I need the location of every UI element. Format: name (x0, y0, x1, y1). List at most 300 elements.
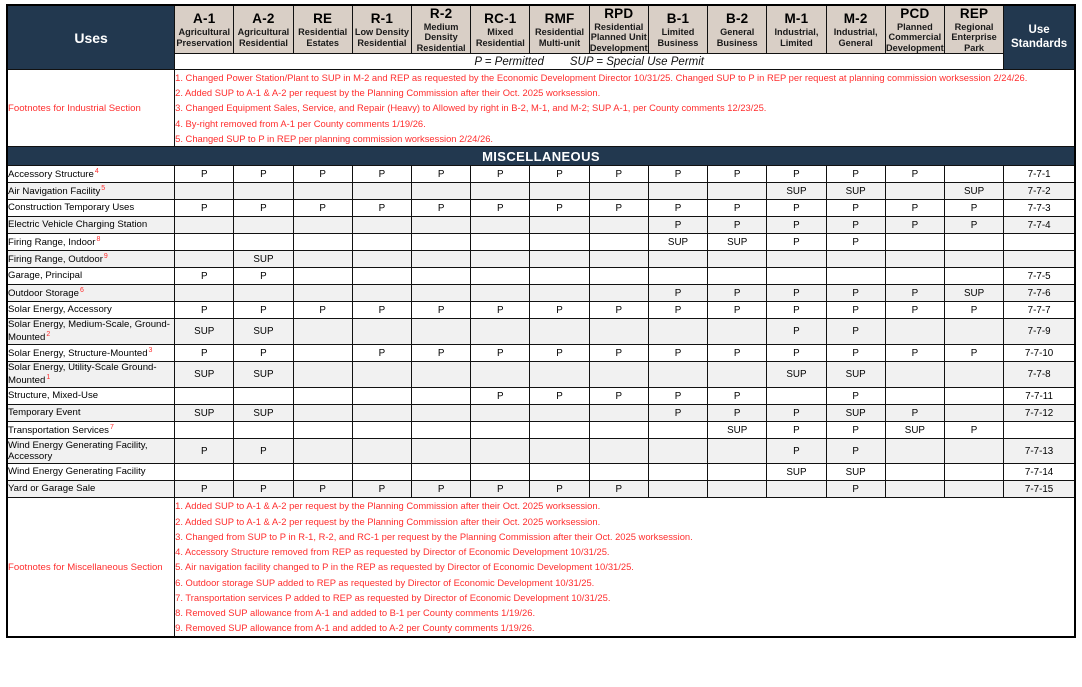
permission-cell-a-1[interactable]: SUP (175, 405, 234, 422)
permission-cell-r-2[interactable] (412, 439, 471, 464)
permission-cell-b-1[interactable]: P (648, 217, 707, 234)
permission-cell-rmf[interactable] (530, 251, 589, 268)
permission-cell-m-2[interactable]: P (826, 319, 885, 345)
permission-cell-m-2[interactable]: P (826, 200, 885, 217)
permission-cell-rpd[interactable] (589, 217, 648, 234)
permission-cell-b-1[interactable]: P (648, 200, 707, 217)
permission-cell-rmf[interactable]: P (530, 481, 589, 498)
permission-cell-re[interactable] (293, 319, 352, 345)
permission-cell-b-1[interactable] (648, 183, 707, 200)
permission-cell-rep[interactable]: SUP (944, 285, 1003, 302)
permission-cell-r-1[interactable] (352, 285, 411, 302)
permission-cell-r-1[interactable] (352, 319, 411, 345)
permission-cell-rmf[interactable] (530, 405, 589, 422)
permission-cell-m-1[interactable]: P (767, 439, 826, 464)
permission-cell-rpd[interactable]: P (589, 388, 648, 405)
permission-cell-pcd[interactable] (885, 439, 944, 464)
permission-cell-b-1[interactable] (648, 362, 707, 388)
permission-cell-a-1[interactable] (175, 285, 234, 302)
permission-cell-r-1[interactable] (352, 422, 411, 439)
permission-cell-r-1[interactable]: P (352, 166, 411, 183)
permission-cell-rpd[interactable] (589, 439, 648, 464)
permission-cell-rmf[interactable] (530, 217, 589, 234)
permission-cell-re[interactable]: P (293, 166, 352, 183)
table-row[interactable] (7, 405, 1075, 422)
permission-cell-b-1[interactable] (648, 251, 707, 268)
permission-cell-m-1[interactable]: P (767, 422, 826, 439)
permission-cell-rep[interactable] (944, 405, 1003, 422)
permission-cell-b-2[interactable]: P (708, 200, 767, 217)
permission-cell-rc-1[interactable] (471, 217, 530, 234)
permission-cell-rpd[interactable] (589, 405, 648, 422)
permission-cell-a-1[interactable]: P (175, 302, 234, 319)
permission-cell-m-1[interactable] (767, 481, 826, 498)
permission-cell-rmf[interactable]: P (530, 200, 589, 217)
use-label: Structure, Mixed-Use (8, 390, 99, 402)
permission-cell-m-1[interactable]: P (767, 200, 826, 217)
permission-cell-rmf[interactable] (530, 268, 589, 285)
permission-cell-m-2[interactable]: P (826, 217, 885, 234)
permission-cell-a-2[interactable]: P (234, 345, 293, 362)
use-label: Solar Energy, Utility-Scale Ground-Mounted (8, 362, 157, 387)
permission-cell-r-2[interactable] (412, 183, 471, 200)
permission-cell-a-1[interactable] (175, 183, 234, 200)
permission-cell-m-1[interactable]: SUP (767, 183, 826, 200)
permission-cell-b-1[interactable]: P (648, 405, 707, 422)
permission-cell-rpd[interactable] (589, 422, 648, 439)
permission-cell-a-2[interactable]: SUP (234, 251, 293, 268)
zone-description: Agricultural Residential (237, 27, 290, 48)
permission-cell-re[interactable] (293, 234, 352, 251)
permission-cell-rc-1[interactable] (471, 422, 530, 439)
permission-cell-rep[interactable]: P (944, 217, 1003, 234)
permission-cell-r-2[interactable] (412, 422, 471, 439)
table-row[interactable] (7, 234, 1075, 251)
permission-cell-rpd[interactable]: P (589, 345, 648, 362)
permission-cell-pcd[interactable]: P (885, 285, 944, 302)
table-row[interactable] (7, 183, 1075, 200)
permission-cell-a-2[interactable]: SUP (234, 362, 293, 388)
permission-cell-r-1[interactable]: P (352, 481, 411, 498)
permission-cell-m-1[interactable]: P (767, 405, 826, 422)
permission-cell-m-2[interactable]: P (826, 166, 885, 183)
permission-cell-pcd[interactable]: P (885, 166, 944, 183)
permission-cell-b-1[interactable]: P (648, 388, 707, 405)
permission-cell-re[interactable] (293, 362, 352, 388)
permission-cell-m-1[interactable]: P (767, 345, 826, 362)
use-label: Solar Energy, Accessory (8, 304, 112, 316)
permission-cell-r-2[interactable] (412, 251, 471, 268)
permission-cell-b-2[interactable] (708, 464, 767, 481)
permission-cell-m-1[interactable]: P (767, 217, 826, 234)
table-row[interactable] (7, 217, 1075, 234)
permission-cell-b-2[interactable]: P (708, 388, 767, 405)
permission-cell-m-2[interactable] (826, 268, 885, 285)
permission-cell-pcd[interactable]: P (885, 345, 944, 362)
table-row[interactable] (7, 302, 1075, 319)
permission-cell-rc-1[interactable] (471, 439, 530, 464)
permission-cell-b-1[interactable] (648, 439, 707, 464)
permission-cell-m-1[interactable]: P (767, 234, 826, 251)
permission-cell-b-2[interactable] (708, 268, 767, 285)
permission-cell-r-1[interactable] (352, 183, 411, 200)
permission-cell-m-1[interactable]: P (767, 166, 826, 183)
permission-cell-rc-1[interactable] (471, 234, 530, 251)
permission-cell-m-1[interactable]: P (767, 319, 826, 345)
permission-cell-b-1[interactable] (648, 268, 707, 285)
permission-cell-pcd[interactable] (885, 234, 944, 251)
permission-cell-rep[interactable] (944, 251, 1003, 268)
table-row[interactable] (7, 464, 1075, 481)
permission-cell-pcd[interactable]: P (885, 405, 944, 422)
permission-cell-pcd[interactable] (885, 362, 944, 388)
permission-cell-r-2[interactable] (412, 285, 471, 302)
permission-cell-m-2[interactable]: P (826, 388, 885, 405)
permission-cell-rep[interactable]: P (944, 302, 1003, 319)
permission-cell-r-2[interactable]: P (412, 481, 471, 498)
permission-cell-b-2[interactable]: P (708, 166, 767, 183)
permission-cell-a-1[interactable]: P (175, 481, 234, 498)
permission-cell-r-2[interactable] (412, 464, 471, 481)
permission-cell-re[interactable] (293, 388, 352, 405)
permission-cell-r-2[interactable] (412, 217, 471, 234)
permission-cell-rc-1[interactable]: P (471, 481, 530, 498)
zone-description: Residential Multi-unit (535, 27, 585, 48)
permission-cell-b-1[interactable]: P (648, 285, 707, 302)
permission-cell-pcd[interactable]: P (885, 200, 944, 217)
permission-cell-r-2[interactable]: P (412, 345, 471, 362)
permission-cell-pcd[interactable] (885, 388, 944, 405)
permission-cell-a-1[interactable] (175, 388, 234, 405)
permission-cell-rpd[interactable] (589, 362, 648, 388)
permission-cell-m-2[interactable]: SUP (826, 362, 885, 388)
permission-cell-rmf[interactable]: P (530, 166, 589, 183)
permission-cell-a-2[interactable] (234, 183, 293, 200)
permission-cell-rpd[interactable] (589, 268, 648, 285)
permission-cell-re[interactable] (293, 439, 352, 464)
permission-cell-b-2[interactable] (708, 481, 767, 498)
industrial-footnotes-label: Footnotes for Industrial Section (7, 70, 175, 147)
permission-cell-pcd[interactable] (885, 268, 944, 285)
permission-cell-m-2[interactable]: P (826, 422, 885, 439)
permission-cell-rc-1[interactable] (471, 405, 530, 422)
permission-cell-rpd[interactable]: P (589, 166, 648, 183)
permission-cell-r-1[interactable] (352, 234, 411, 251)
permission-cell-b-1[interactable]: P (648, 302, 707, 319)
permission-cell-rep[interactable] (944, 268, 1003, 285)
permission-cell-re[interactable] (293, 405, 352, 422)
permission-cell-a-2[interactable]: SUP (234, 319, 293, 345)
permission-cell-a-1[interactable] (175, 217, 234, 234)
permission-cell-a-1[interactable] (175, 251, 234, 268)
table-row[interactable] (7, 319, 1075, 345)
use-name-cell (7, 217, 175, 234)
miscellaneous-footnotes-line: 8. Removed SUP allowance from A-1 and added to B-1 per County comments 1/19/26. (175, 607, 536, 619)
permission-cell-m-2[interactable]: P (826, 345, 885, 362)
permission-cell-rc-1[interactable] (471, 362, 530, 388)
permission-cell-m-2[interactable] (826, 251, 885, 268)
table-row[interactable] (7, 251, 1075, 268)
permission-cell-rmf[interactable] (530, 362, 589, 388)
permission-cell-r-1[interactable]: P (352, 345, 411, 362)
permission-cell-r-1[interactable] (352, 251, 411, 268)
permission-cell-rpd[interactable]: P (589, 302, 648, 319)
permission-cell-rmf[interactable]: P (530, 302, 589, 319)
table-row[interactable] (7, 285, 1075, 302)
permission-cell-a-1[interactable] (175, 422, 234, 439)
permission-cell-rep[interactable]: P (944, 345, 1003, 362)
permission-cell-a-2[interactable] (234, 422, 293, 439)
permission-cell-a-1[interactable]: P (175, 200, 234, 217)
column-header-r-2 (412, 5, 471, 54)
permission-cell-a-2[interactable]: SUP (234, 405, 293, 422)
permission-cell-re[interactable] (293, 422, 352, 439)
permission-cell-rc-1[interactable]: P (471, 200, 530, 217)
permission-cell-r-2[interactable] (412, 268, 471, 285)
permission-cell-r-1[interactable] (352, 405, 411, 422)
footnote-marker: 4 (94, 167, 99, 175)
permission-cell-rpd[interactable] (589, 464, 648, 481)
table-row[interactable] (7, 439, 1075, 464)
permission-cell-a-2[interactable]: P (234, 302, 293, 319)
permission-cell-rc-1[interactable]: P (471, 302, 530, 319)
permission-cell-rpd[interactable] (589, 183, 648, 200)
permission-cell-m-2[interactable]: SUP (826, 405, 885, 422)
permission-cell-a-2[interactable]: P (234, 439, 293, 464)
permission-cell-b-1[interactable] (648, 319, 707, 345)
use-name-cell (7, 234, 175, 251)
use-name-cell (7, 345, 175, 362)
permission-cell-pcd[interactable]: P (885, 217, 944, 234)
permission-cell-m-2[interactable]: P (826, 234, 885, 251)
permission-cell-a-1[interactable]: SUP (175, 362, 234, 388)
permission-cell-rc-1[interactable] (471, 183, 530, 200)
permission-cell-re[interactable] (293, 217, 352, 234)
permission-cell-a-1[interactable] (175, 464, 234, 481)
table-row[interactable] (7, 422, 1075, 439)
permission-cell-r-2[interactable] (412, 234, 471, 251)
permission-cell-rep[interactable]: SUP (944, 183, 1003, 200)
permission-cell-rc-1[interactable]: P (471, 345, 530, 362)
permission-cell-a-1[interactable]: SUP (175, 319, 234, 345)
permission-cell-rpd[interactable]: P (589, 200, 648, 217)
use-standard-cell: 7-7-13 (1004, 439, 1075, 464)
permission-cell-r-2[interactable] (412, 319, 471, 345)
permission-cell-r-2[interactable]: P (412, 302, 471, 319)
permission-cell-rep[interactable]: P (944, 200, 1003, 217)
permission-cell-b-2[interactable] (708, 319, 767, 345)
permission-cell-rep[interactable] (944, 439, 1003, 464)
permission-cell-m-2[interactable]: P (826, 285, 885, 302)
permission-cell-re[interactable]: P (293, 200, 352, 217)
permission-cell-m-1[interactable]: P (767, 285, 826, 302)
permission-cell-rpd[interactable] (589, 234, 648, 251)
permission-cell-rep[interactable] (944, 464, 1003, 481)
use-label: Electric Vehicle Charging Station (8, 219, 148, 231)
table-row[interactable] (7, 362, 1075, 388)
permission-cell-a-1[interactable]: P (175, 166, 234, 183)
permission-cell-r-2[interactable] (412, 405, 471, 422)
use-label: Garage, Principal (8, 270, 83, 282)
permission-cell-rc-1[interactable] (471, 285, 530, 302)
permission-cell-a-2[interactable]: P (234, 166, 293, 183)
permission-cell-rmf[interactable] (530, 464, 589, 481)
permission-cell-b-2[interactable] (708, 362, 767, 388)
permission-cell-m-1[interactable] (767, 251, 826, 268)
permission-cell-r-1[interactable] (352, 464, 411, 481)
permission-cell-pcd[interactable]: SUP (885, 422, 944, 439)
permission-cell-a-2[interactable] (234, 464, 293, 481)
permission-cell-r-1[interactable] (352, 388, 411, 405)
permission-cell-re[interactable] (293, 464, 352, 481)
permission-cell-m-2[interactable]: P (826, 481, 885, 498)
permission-cell-rpd[interactable] (589, 319, 648, 345)
permission-cell-b-2[interactable]: SUP (708, 422, 767, 439)
table-row[interactable] (7, 200, 1075, 217)
use-standard-cell: 7-7-15 (1004, 481, 1075, 498)
permission-cell-m-2[interactable]: P (826, 439, 885, 464)
permission-cell-b-2[interactable] (708, 183, 767, 200)
permission-cell-rpd[interactable] (589, 251, 648, 268)
permission-cell-a-2[interactable] (234, 388, 293, 405)
permission-cell-m-1[interactable]: SUP (767, 464, 826, 481)
permission-cell-b-2[interactable] (708, 439, 767, 464)
permission-cell-re[interactable]: P (293, 481, 352, 498)
column-header-b-1 (648, 5, 707, 54)
use-standard-cell: 7-7-10 (1004, 345, 1075, 362)
use-name-cell (7, 362, 175, 388)
permission-cell-rpd[interactable] (589, 285, 648, 302)
permission-cell-a-1[interactable] (175, 234, 234, 251)
permission-cell-re[interactable] (293, 345, 352, 362)
permission-cell-b-2[interactable]: P (708, 302, 767, 319)
use-standard-cell: 7-7-9 (1004, 319, 1075, 345)
permission-cell-b-1[interactable] (648, 481, 707, 498)
permission-cell-m-2[interactable]: P (826, 302, 885, 319)
permission-cell-a-2[interactable] (234, 285, 293, 302)
permission-cell-rmf[interactable] (530, 183, 589, 200)
table-row[interactable] (7, 481, 1075, 498)
permission-cell-rep[interactable] (944, 166, 1003, 183)
permission-cell-a-1[interactable]: P (175, 345, 234, 362)
permission-cell-b-1[interactable] (648, 422, 707, 439)
permission-cell-rmf[interactable] (530, 319, 589, 345)
use-label: Yard or Garage Sale (8, 483, 96, 495)
permission-cell-re[interactable] (293, 183, 352, 200)
permission-cell-rpd[interactable]: P (589, 481, 648, 498)
permission-cell-b-2[interactable]: P (708, 217, 767, 234)
permission-cell-m-1[interactable]: SUP (767, 362, 826, 388)
permission-cell-m-2[interactable]: SUP (826, 464, 885, 481)
permission-cell-r-1[interactable]: P (352, 302, 411, 319)
permission-cell-rc-1[interactable] (471, 251, 530, 268)
industrial-footnotes-line: 1. Changed Power Station/Plant to SUP in M-2 and REP as requested by the Economic Development Director 10/31/25. Changed SUP to P in REP per request at planning commission worksession 2/24/26. (175, 72, 1028, 83)
permission-cell-re[interactable]: P (293, 302, 352, 319)
table-row[interactable] (7, 166, 1075, 183)
permission-cell-rep[interactable]: P (944, 422, 1003, 439)
permission-cell-rep[interactable] (944, 234, 1003, 251)
permission-cell-rmf[interactable] (530, 285, 589, 302)
miscellaneous-footnotes-line: 3. Changed from SUP to P in R-1, R-2, and RC-1 per request by the Planning Commission after their Oct. 2025 worksession. (175, 530, 693, 542)
permission-cell-a-2[interactable]: P (234, 481, 293, 498)
permission-cell-b-1[interactable]: P (648, 345, 707, 362)
permission-cell-a-2[interactable]: P (234, 268, 293, 285)
permission-cell-rep[interactable] (944, 319, 1003, 345)
permission-cell-rc-1[interactable]: P (471, 388, 530, 405)
permission-cell-r-2[interactable] (412, 362, 471, 388)
permission-cell-pcd[interactable] (885, 481, 944, 498)
table-row[interactable] (7, 388, 1075, 405)
permission-cell-a-2[interactable] (234, 217, 293, 234)
permission-cell-a-2[interactable] (234, 234, 293, 251)
permission-cell-rep[interactable] (944, 388, 1003, 405)
permission-cell-re[interactable] (293, 251, 352, 268)
permission-cell-pcd[interactable] (885, 251, 944, 268)
permission-cell-a-2[interactable]: P (234, 200, 293, 217)
permission-cell-b-1[interactable]: P (648, 166, 707, 183)
zone-code: RE (313, 11, 333, 27)
column-header-re (293, 5, 352, 54)
permission-cell-rmf[interactable]: P (530, 345, 589, 362)
permission-cell-rc-1[interactable]: P (471, 166, 530, 183)
permission-cell-pcd[interactable] (885, 319, 944, 345)
permission-cell-r-1[interactable]: P (352, 200, 411, 217)
permission-cell-rmf[interactable] (530, 234, 589, 251)
legend-cell (175, 54, 1004, 70)
permission-cell-m-1[interactable]: P (767, 302, 826, 319)
permission-cell-rmf[interactable]: P (530, 388, 589, 405)
permission-cell-b-2[interactable]: SUP (708, 234, 767, 251)
use-label: Construction Temporary Uses (8, 202, 135, 214)
permission-cell-rep[interactable] (944, 481, 1003, 498)
permission-cell-re[interactable] (293, 268, 352, 285)
permission-cell-r-2[interactable]: P (412, 166, 471, 183)
permission-cell-rc-1[interactable] (471, 464, 530, 481)
table-row[interactable] (7, 345, 1075, 362)
permission-cell-pcd[interactable]: P (885, 302, 944, 319)
permission-cell-rc-1[interactable] (471, 268, 530, 285)
permission-cell-m-1[interactable] (767, 388, 826, 405)
permission-cell-r-1[interactable] (352, 362, 411, 388)
permission-cell-rc-1[interactable] (471, 319, 530, 345)
permission-cell-b-2[interactable]: P (708, 345, 767, 362)
permission-cell-r-2[interactable] (412, 388, 471, 405)
permission-cell-b-2[interactable]: P (708, 405, 767, 422)
miscellaneous-footnotes-label: Footnotes for Miscellaneous Section (7, 498, 175, 637)
permission-cell-r-1[interactable] (352, 439, 411, 464)
permission-cell-a-1[interactable]: P (175, 268, 234, 285)
permission-cell-b-2[interactable]: P (708, 285, 767, 302)
permission-cell-r-1[interactable] (352, 217, 411, 234)
permission-cell-b-1[interactable] (648, 464, 707, 481)
permission-cell-rmf[interactable] (530, 439, 589, 464)
permission-cell-a-1[interactable]: P (175, 439, 234, 464)
use-standard-cell: 7-7-4 (1004, 217, 1075, 234)
permission-cell-r-1[interactable] (352, 268, 411, 285)
permission-cell-rep[interactable] (944, 362, 1003, 388)
permission-cell-m-2[interactable]: SUP (826, 183, 885, 200)
permission-cell-pcd[interactable] (885, 183, 944, 200)
permission-cell-re[interactable] (293, 285, 352, 302)
use-standard-cell: 7-7-1 (1004, 166, 1075, 183)
permission-cell-m-1[interactable] (767, 268, 826, 285)
permission-cell-rmf[interactable] (530, 422, 589, 439)
permission-cell-b-2[interactable] (708, 251, 767, 268)
table-row[interactable] (7, 268, 1075, 285)
permission-cell-pcd[interactable] (885, 464, 944, 481)
permission-cell-b-1[interactable]: SUP (648, 234, 707, 251)
permission-cell-r-2[interactable]: P (412, 200, 471, 217)
